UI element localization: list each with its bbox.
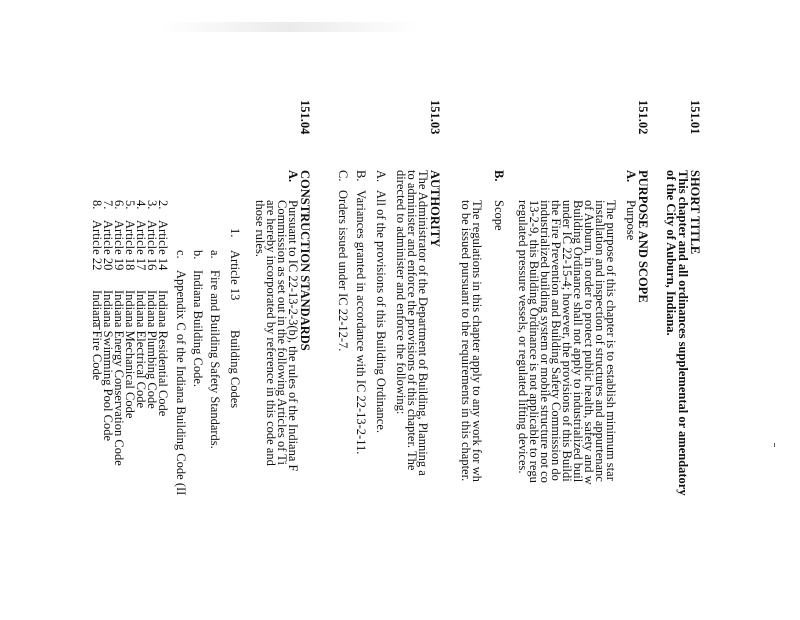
list-article: Article 17: [134, 220, 148, 271]
subsection-letter: A.: [624, 170, 638, 183]
body-line: the Fire Prevention and Building Safety Commission do: [549, 200, 563, 481]
list-letter: C.: [336, 170, 350, 182]
section-number: 151.01: [688, 100, 702, 135]
list-number: 8.: [90, 200, 104, 210]
body-line: to be issued pursuant to the requirements in this chapter.: [459, 200, 473, 482]
section-title-construction-standards: CONSTRUCTION STANDARDS: [298, 170, 312, 351]
list-article: Article 16: [145, 220, 159, 271]
subsection-letter: A.: [286, 170, 300, 183]
body-line: are hereby incorporated by reference in this code and: [264, 200, 278, 466]
list-name: Fire and Building Safety Standards.: [208, 270, 222, 449]
list-name: Appendix C of the Indiana Building Code (II: [174, 270, 188, 496]
body-line: under IC 22-15-4; however, the provisions of this Buildi: [560, 200, 574, 482]
subsection-letter: B.: [492, 170, 506, 182]
list-number: a.: [208, 250, 222, 259]
body-line: installation and inspection of structures and appurtenanc: [593, 200, 607, 482]
list-name: Indiana Mechanical Code: [123, 290, 137, 419]
body-line: of Auburn, in order to protect public health, safety and w: [582, 200, 596, 485]
body-line: of the City of Auburn, Indiana.: [664, 170, 678, 336]
subsection-title: Purpose: [624, 200, 638, 241]
list-article: Article 20: [101, 220, 115, 271]
list-text: Orders issued under IC 22-12-7.: [336, 190, 350, 352]
list-article: Article 18: [123, 220, 137, 271]
body-line: The Administrator of the Department of Building, Planning a: [416, 170, 430, 476]
list-name: Indiana Plumbing Code: [145, 290, 159, 409]
list-number: c.: [174, 250, 188, 259]
list-article: Article 13: [228, 250, 242, 301]
body-line: 13-2-9, this Building Ordinance is not applicable to regu: [527, 200, 541, 483]
list-article: Article 22: [90, 220, 104, 271]
body-line: The purpose of this chapter is to establish minimum star: [604, 200, 618, 481]
body-line: This chapter and all ordinances supplemental or amendatory: [676, 170, 690, 496]
list-number: 2.: [156, 200, 170, 210]
section-title-short-title: SHORT TITLE: [688, 170, 702, 255]
list-name: Indiana Energy Conservation Code: [112, 290, 126, 466]
section-title-authority: AUTHORITY: [428, 170, 442, 248]
list-text: All of the provisions of this Building Ordinance.: [374, 190, 388, 434]
list-letter: B.: [354, 170, 368, 182]
list-number: 3.: [145, 200, 159, 210]
body-line: regulated pressure vessels, or regulated lifting devices.: [516, 200, 530, 474]
section-title-purpose-and-scope: PURPOSE AND SCOPE: [636, 170, 650, 303]
body-line: The regulations in this chapter apply to any work for wh: [470, 200, 484, 482]
list-text: Variances granted in accordance with IC 22-13-2-11.: [354, 190, 368, 455]
rotated-document-page: [0, 100, 700, 620]
section-number: 151.03: [428, 100, 442, 135]
list-number: 4.: [134, 200, 148, 210]
body-line: those rules.: [253, 200, 267, 257]
list-number: 7.: [101, 200, 115, 210]
list-article: Article 14: [156, 220, 170, 271]
list-name: Indiana Fire Code: [90, 290, 104, 381]
section-number: 151.04: [298, 100, 312, 135]
body-line: Building Ordinance shall not apply to industrialized buil: [571, 200, 585, 483]
body-line: to administer and enforce the provisions of this chapter. The: [405, 170, 419, 471]
list-name: Indiana Building Code.: [191, 270, 205, 387]
list-name: Indiana Swimming Pool Code: [101, 290, 115, 442]
section-number: 151.02: [636, 100, 650, 135]
subsection-title: Scope: [492, 200, 506, 231]
body-line: Pursuant to IC 22-13-2-3(b), the rules of the Indiana F: [286, 200, 300, 472]
body-line: directed to administer and enforce the following:: [394, 170, 408, 415]
list-name: Indiana Residential Code: [156, 290, 170, 417]
list-letter: A.: [374, 170, 388, 183]
list-number: 6.: [112, 200, 126, 210]
list-name: Indiana Electrical Code: [134, 290, 148, 408]
scan-mark: [774, 443, 775, 447]
scan-smudge: [160, 22, 420, 32]
list-name: Building Codes: [228, 330, 242, 409]
body-line: Commission as set out in the following Articles of Ti: [275, 200, 289, 465]
list-number: 1.: [228, 228, 242, 238]
body-line: industrialized building system or mobile structure not co: [538, 200, 552, 483]
list-article: Article 19: [112, 220, 126, 271]
list-number: b.: [191, 250, 205, 260]
list-number: 5.: [123, 200, 137, 210]
